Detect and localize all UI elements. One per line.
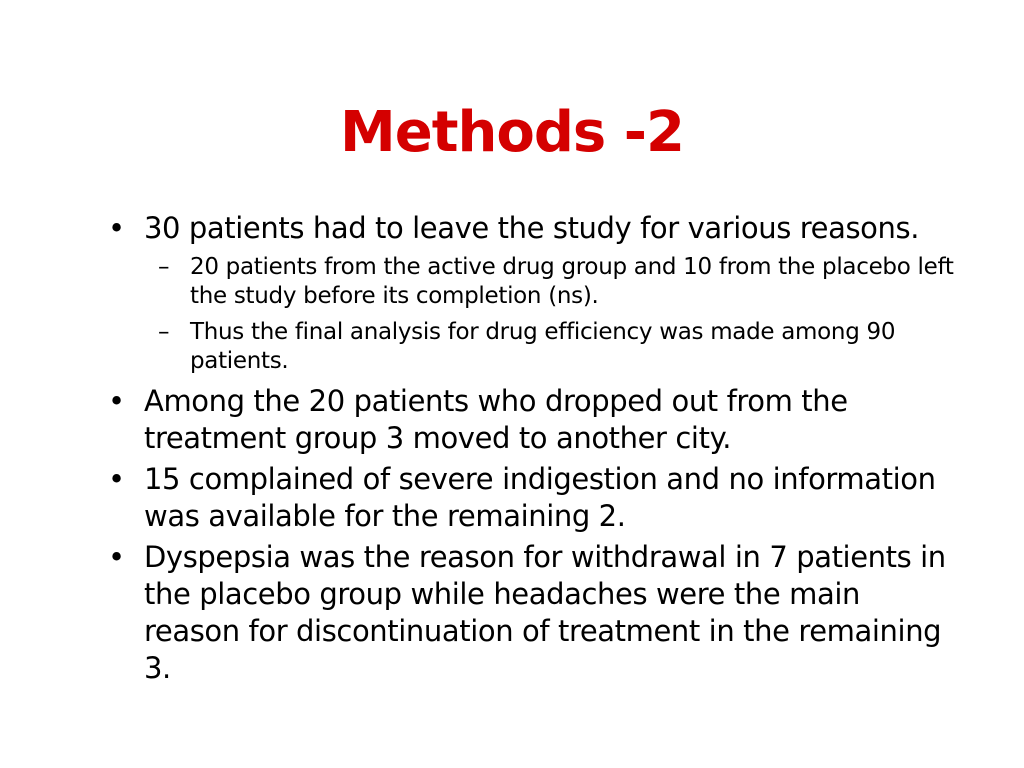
sub-bullet-item: [144, 253, 958, 311]
bullet-item: [108, 383, 958, 457]
sub-bullet-marker: –: [158, 319, 170, 345]
sub-bullet-list: [144, 253, 958, 376]
bullet-marker: •: [108, 384, 125, 418]
sub-bullet-item: [144, 318, 958, 376]
sub-bullet-text: 20 patients from the active drug group and 10 from the placebo left the study before its completion (ns).: [190, 254, 954, 309]
bullet-marker: •: [108, 211, 125, 245]
bullet-text: 15 complained of severe indigestion and no information was available for the remaining 2.: [144, 462, 936, 533]
bullet-marker: •: [108, 462, 125, 496]
bullet-item: [108, 461, 958, 535]
bullet-text: Among the 20 patients who dropped out from the treatment group 3 moved to another city.: [144, 384, 848, 455]
sub-bullet-marker: –: [158, 254, 170, 280]
bullet-list: [108, 210, 958, 691]
slide-title: Methods -2: [340, 100, 684, 165]
bullet-item: [108, 210, 958, 376]
bullet-text: 30 patients had to leave the study for various reasons.: [144, 211, 920, 245]
sub-bullet-text: Thus the final analysis for drug efficiency was made among 90 patients.: [190, 319, 896, 374]
bullet-text: Dyspepsia was the reason for withdrawal in 7 patients in the placebo group while headaches were the main reason for discontinuation of treatment in the remaining 3.: [144, 540, 946, 685]
bullet-marker: •: [108, 540, 125, 574]
bullet-item: [108, 539, 958, 687]
